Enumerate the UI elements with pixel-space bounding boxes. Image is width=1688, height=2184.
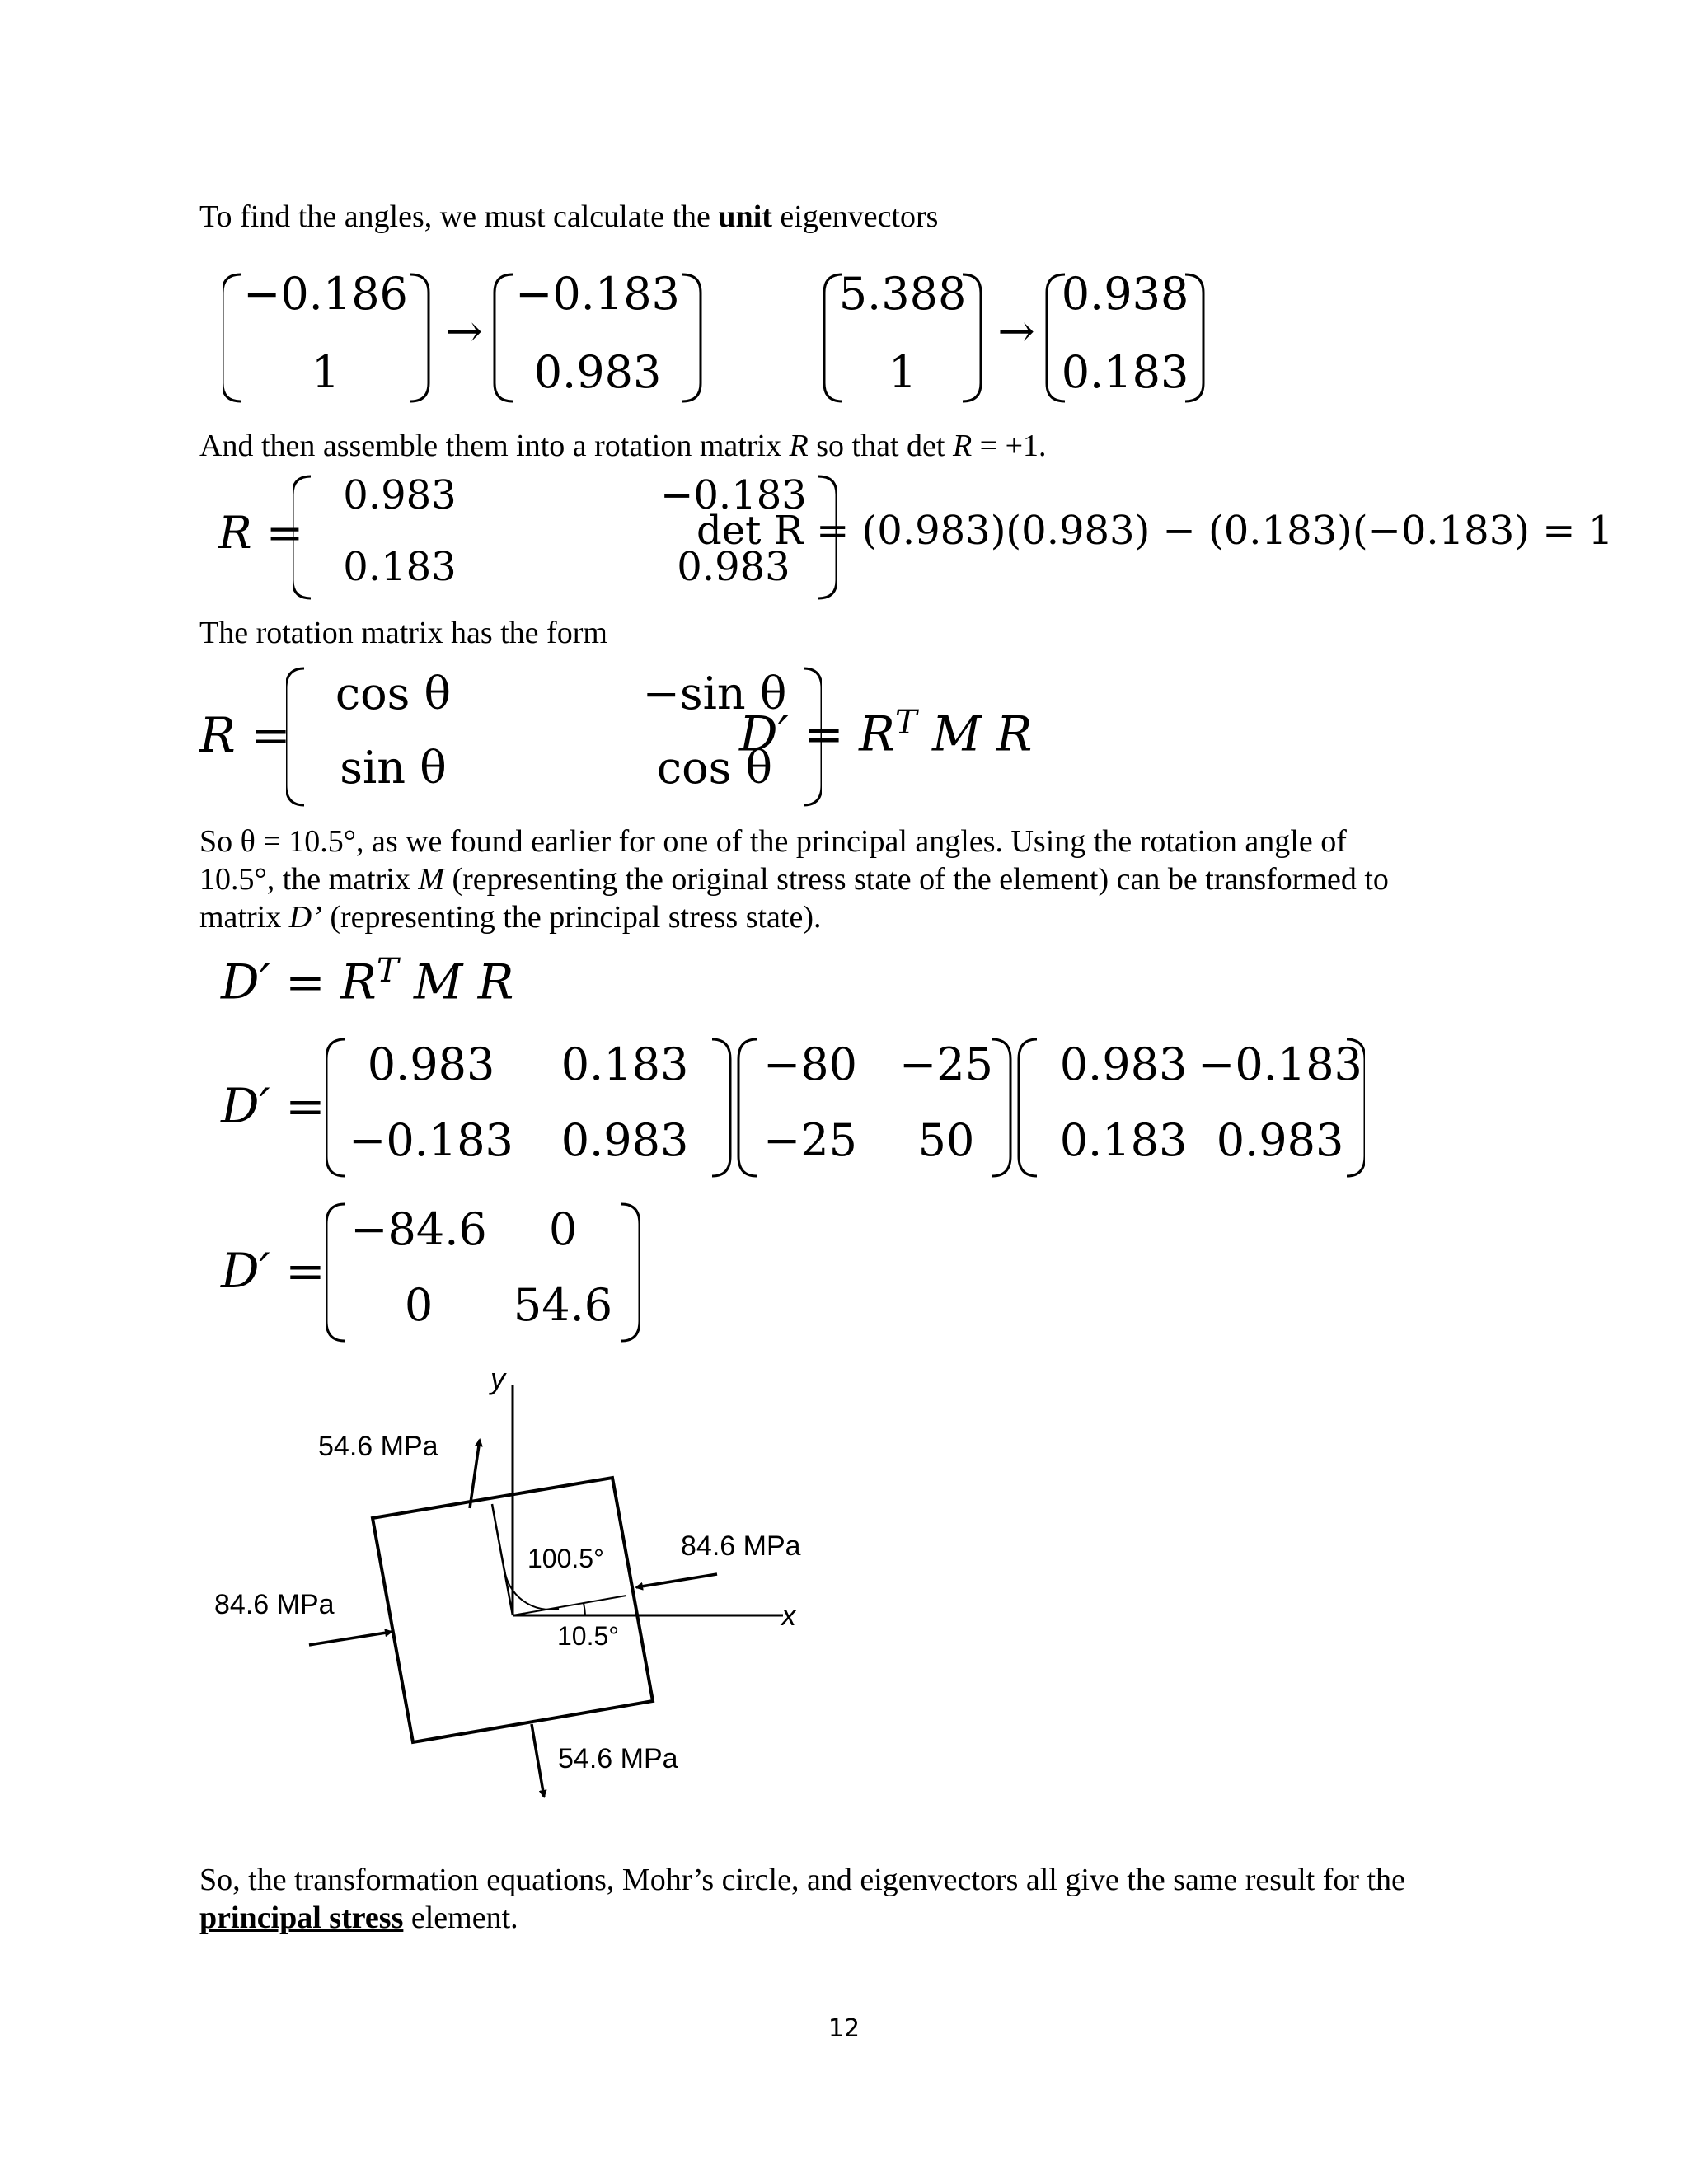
m2-cell-12: −25 — [899, 1038, 993, 1090]
para-line-3 — [199, 898, 1490, 936]
rotated-y-axis — [492, 1504, 513, 1615]
m2-cell-21: −25 — [763, 1114, 857, 1166]
assemble-r2: R — [952, 429, 973, 463]
left-load-label: 84.6 MPa — [214, 1589, 335, 1620]
v1-top: −0.186 — [243, 268, 408, 320]
eq3-cell-12: 0 — [548, 1203, 578, 1255]
u2-bottom: 0.183 — [1061, 346, 1189, 398]
m3-cell-12: −0.183 — [1198, 1038, 1362, 1090]
left-load-arrow — [309, 1632, 392, 1645]
v2-top: 5.388 — [838, 268, 967, 320]
v2-bottom: 1 — [888, 346, 917, 398]
eq3-cell-22: 54.6 — [513, 1279, 613, 1331]
eq1-head: D′ = R — [221, 954, 377, 1010]
angle-large-label: 100.5° — [528, 1544, 604, 1573]
theta-paragraph — [199, 823, 1490, 936]
para-line-1: So θ = 10.5°, as we found earlier for one of the principal angles. Using the rotation angle of — [199, 824, 1347, 859]
m2-cell-22: 50 — [917, 1114, 975, 1166]
para-l3d: D’ — [288, 900, 322, 935]
para-l2a: 10.5°, the matrix — [199, 862, 419, 897]
conclusion-line-1: So, the transformation equations, Mohr’s circle, and eigenvectors all give the same result for the — [199, 1863, 1405, 1897]
intro-bold: unit — [718, 199, 772, 234]
m3-cell-11: 0.983 — [1059, 1038, 1188, 1090]
rform-lhs: R = — [199, 707, 291, 763]
principal-stress-figure — [198, 1352, 857, 1821]
page-number: 12 — [828, 2014, 860, 2043]
r-cell-12: −0.183 — [660, 472, 807, 518]
bottom-load-arrow — [532, 1724, 544, 1797]
form-heading: The rotation matrix has the form — [199, 616, 607, 650]
right-load-label: 84.6 MPa — [681, 1530, 801, 1562]
dprime-product — [221, 1034, 1375, 1183]
rform-formula-tail: M R — [931, 705, 1033, 762]
dprime-result — [221, 1199, 715, 1347]
u2-top: 0.938 — [1061, 268, 1189, 320]
assemble-text — [199, 427, 1047, 465]
rform-formula-sup: T — [894, 704, 917, 742]
x-axis-label: x — [781, 1598, 796, 1632]
conclusion-post: element. — [403, 1900, 518, 1935]
y-axis-label: y — [490, 1361, 505, 1395]
eq3-cell-21: 0 — [404, 1279, 434, 1331]
eq1-sup: T — [376, 952, 399, 990]
intro-text — [199, 198, 938, 236]
angle-small-label: 10.5° — [557, 1621, 620, 1651]
det-equation: det R = (0.983)(0.983) − (0.183)(−0.183) = 1 — [696, 508, 1614, 554]
assemble-part3: = +1. — [972, 429, 1047, 463]
para-l2m: M — [418, 862, 444, 897]
para-l2b: (representing the original stress state of the element) can be transformed to — [443, 862, 1389, 897]
angle-arc-small — [584, 1603, 585, 1615]
rotation-matrix-numeric — [218, 471, 1614, 603]
rform-transform-formula — [739, 704, 1033, 762]
conclusion-bold: principal stress — [199, 1900, 404, 1935]
top-load-arrow — [470, 1440, 480, 1508]
r-cell-21: 0.183 — [343, 544, 457, 590]
m2-cell-11: −80 — [763, 1038, 857, 1090]
m3-cell-21: 0.183 — [1059, 1114, 1188, 1166]
m1-cell-11: 0.983 — [367, 1038, 495, 1090]
r-cell-11: 0.983 — [343, 472, 457, 518]
assemble-part1: And then assemble them into a rotation matrix — [199, 429, 790, 463]
right-load-arrow — [636, 1574, 717, 1587]
m1-cell-12: 0.183 — [560, 1038, 689, 1090]
rform-cell-21: sin θ — [340, 742, 447, 794]
u1-bottom: 0.983 — [533, 346, 662, 398]
eigenvector-row — [223, 268, 1236, 408]
eq3-cell-11: −84.6 — [350, 1203, 487, 1255]
rform-cell-12: −sin θ — [642, 668, 787, 719]
assemble-r1: R — [789, 429, 809, 463]
para-l3b: (representing the principal stress state). — [321, 900, 822, 935]
rotation-matrix-form — [199, 663, 1106, 812]
r-cell-22: 0.983 — [677, 544, 790, 590]
assemble-part2: so that det — [808, 429, 953, 463]
rform-formula-head: D′ = R — [739, 705, 895, 762]
eq3-lhs: D′ = — [221, 1243, 326, 1299]
r-lhs: R = — [218, 507, 304, 559]
m1-cell-21: −0.183 — [349, 1114, 513, 1166]
dprime-formula — [221, 952, 514, 1010]
eq1-tail: M R — [413, 954, 514, 1010]
m1-cell-22: 0.983 — [560, 1114, 689, 1166]
eig-arrow-2: → — [997, 305, 1035, 357]
eq2-lhs: D′ = — [221, 1078, 326, 1134]
eig-arrow-1: → — [445, 305, 483, 357]
para-l3a: matrix — [199, 900, 289, 935]
rform-cell-11: cos θ — [335, 668, 452, 719]
intro-post: eigenvectors — [771, 199, 939, 234]
para-line-2 — [199, 860, 1490, 898]
rform-cell-22: cos θ — [656, 742, 773, 794]
top-load-label: 54.6 MPa — [318, 1431, 438, 1462]
m3-cell-22: 0.983 — [1216, 1114, 1344, 1166]
conclusion-line-2 — [199, 1899, 1490, 1937]
bottom-load-label: 54.6 MPa — [558, 1743, 678, 1774]
v1-bottom: 1 — [311, 346, 340, 398]
u1-top: −0.183 — [515, 268, 680, 320]
intro-pre: To find the angles, we must calculate the — [199, 199, 719, 234]
conclusion-text — [199, 1861, 1490, 1937]
